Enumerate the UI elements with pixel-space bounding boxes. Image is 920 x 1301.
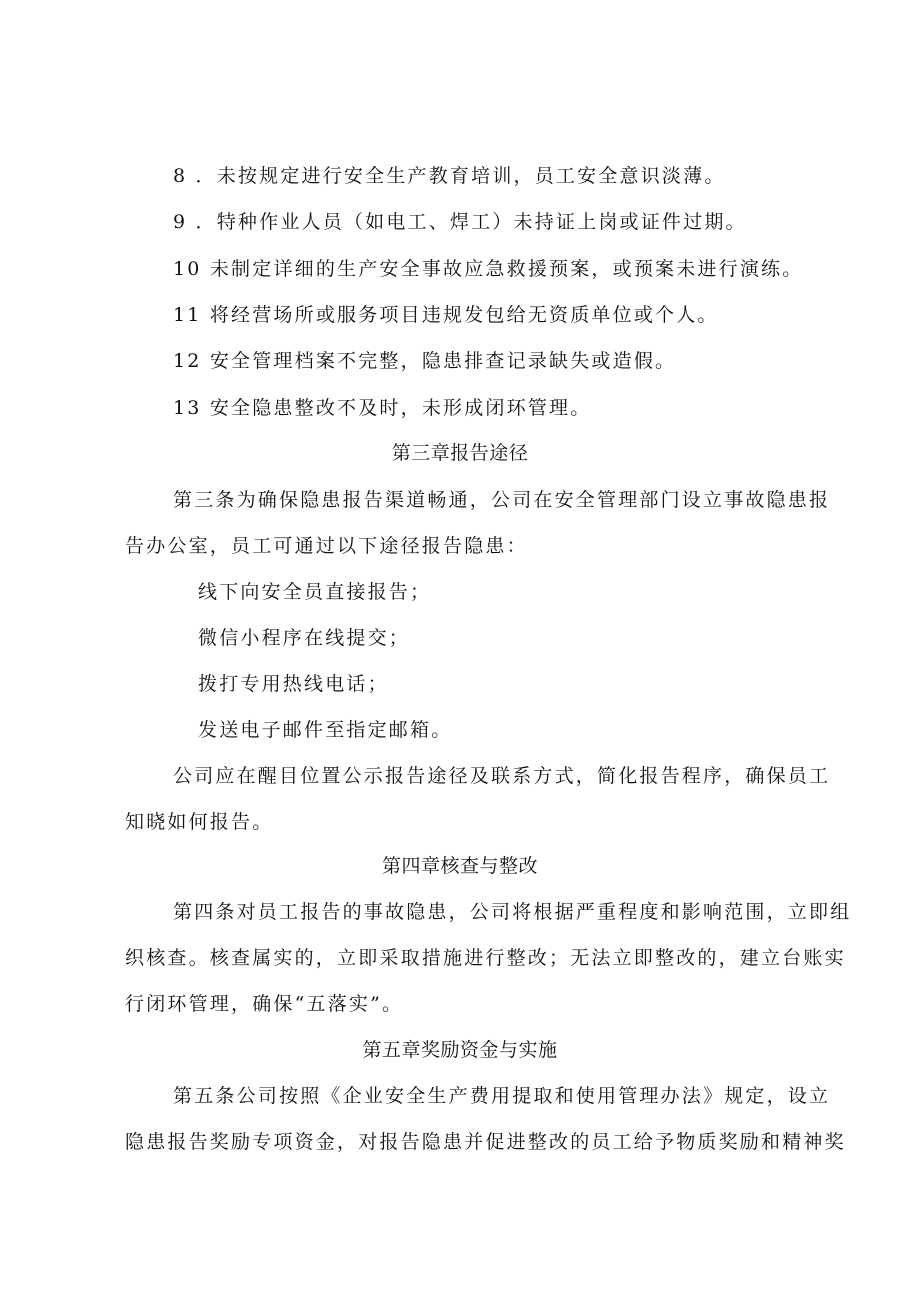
article-text: 隐患报告奖励专项资金，对报告隐患并促进整改的员工给予物质奖励和精神奖 bbox=[125, 1131, 846, 1153]
article-text: 织核查。核查属实的，立即采取措施进行整改；无法立即整改的，建立台账实 bbox=[125, 947, 846, 969]
chapter-heading: 第四章核查与整改 bbox=[381, 855, 538, 877]
report-channel: 拨打专用热线电话； bbox=[198, 673, 389, 695]
chapter-heading: 第三章报告途径 bbox=[391, 442, 529, 464]
list-item: 10 未制定详细的生产安全事故应急救援预案，或预案未进行演练。 bbox=[173, 258, 804, 280]
list-item: 9 ．特种作业人员（如电工、焊工）未持证上岗或证件过期。 bbox=[173, 211, 747, 233]
chapter-heading: 第五章奖励资金与实施 bbox=[362, 1039, 558, 1061]
list-item: 12 安全管理档案不完整，隐患排查记录缺失或造假。 bbox=[173, 350, 677, 372]
list-item: 8 ．未按规定进行安全生产教育培训，员工安全意识淡薄。 bbox=[173, 165, 726, 187]
article-text: 行闭环管理，确保“五落实”。 bbox=[125, 993, 404, 1015]
article-text: 知晓如何报告。 bbox=[125, 811, 274, 833]
report-channel: 微信小程序在线提交； bbox=[198, 627, 411, 649]
article-text: 公司应在醒目位置公示报告途径及联系方式，简化报告程序，确保员工 bbox=[173, 765, 831, 787]
article-text: 第五条公司按照《企业安全生产费用提取和使用管理办法》规定，设立 bbox=[173, 1085, 831, 1107]
list-item: 13 安全隐患整改不及时，未形成闭环管理。 bbox=[173, 397, 592, 419]
article-text: 第四条对员工报告的事故隐患，公司将根据严重程度和影响范围，立即组 bbox=[173, 901, 852, 923]
article-text: 告办公室，员工可通过以下途径报告隐患： bbox=[125, 535, 528, 557]
report-channel: 线下向安全员直接报告； bbox=[198, 581, 432, 603]
article-text: 第三条为确保隐患报告渠道畅通，公司在安全管理部门设立事故隐患报 bbox=[173, 489, 831, 511]
report-channel: 发送电子邮件至指定邮箱。 bbox=[198, 719, 453, 741]
list-item: 11 将经营场所或服务项目违规发包给无资质单位或个人。 bbox=[173, 304, 719, 326]
